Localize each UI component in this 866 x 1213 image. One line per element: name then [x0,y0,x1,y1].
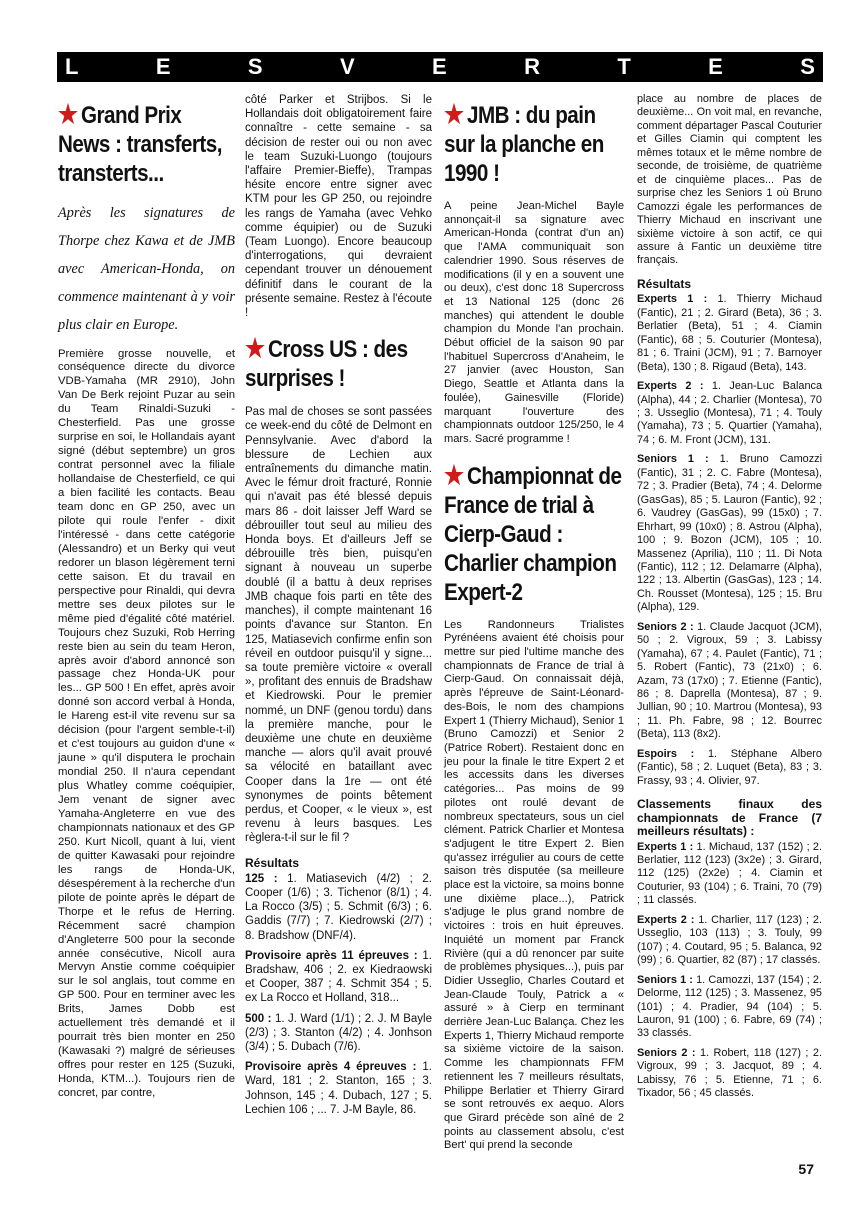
results-block [637,278,822,1101]
star-icon: ★ [444,99,464,129]
result-label: Seniors 1 : [637,973,693,986]
result-entry [637,748,822,788]
result-text: 1. Matiasevich (4/2) ; 2. Cooper (1/6) ; 3. Tichenor (8/1) ; 4. La Rocco (3/5) ; 5. Schmit (6/3) ; 6. Gaddis (7/7) ; 7. Kiedrowski (2/7) ; 8. Bradshow (DNF/4). [245,872,432,942]
result-label: 125 : [245,872,278,885]
result-text: 1. Bruno Camozzi (Fantic), 31 ; 2. C. Fabre (Montesa), 72 ; 3. Pradier (Beta), 74 ; 4. Delorme (GasGas), 85 ; 5. Lauron (Fantic), 92 ; 6. Vaudrey (GasGas), 99 (15x0) ; 7. Ehrhart, 99 (10x0) ; 8. Astrou (Alpha), 100 ; 9. Bozon (JCM), 105 ; 10. Massenez (Aprilia), 110 ; 11. Di Nota (Fantic), 112 ; 12. Delamarre (Alpha), 122 ; 13. Albertin (GasGas), 123 ; 14. Ch. Rousset (Montesa), 125 ; 15. Bru (Alpha), 129. [637,453,823,614]
result-entry [637,914,822,968]
results-title: Résultats [637,276,692,291]
result-label: Provisoire après 11 épreuves : [245,949,418,962]
result-label: Experts 1 : [637,293,708,306]
result-entry [637,974,822,1041]
banner-letter: L [65,54,79,79]
star-icon: ★ [444,459,464,490]
result-label: Seniors 1 : [637,453,709,466]
article-headline [245,334,432,393]
article-headline [444,100,624,188]
result-text: 1. Ward, 181 ; 2. Stanton, 165 ; 3. Johnson, 145 ; 4. Dubach, 127 ; 5. Lechien 106 ; ... 7. J-M Bayle, 86. [245,1061,432,1116]
banner-letter: S [800,54,815,79]
banner-letter: T [617,54,631,79]
headline-text: Championnat de France de trial à Cierp-Gaud : Charlier champion Expert-2 [444,462,622,606]
headline-text: JMB : du pain sur la planche en 1990 ! [444,102,604,187]
result-entry [637,293,822,374]
final-standings-title: Classements finaux des championnats de France (7 meilleurs résultats) : [637,797,822,839]
page-number: 57 [798,1161,814,1177]
headline-text: Cross US : des surprises ! [245,336,408,393]
article-body: A peine Jean-Michel Bayle annonçait-il sa signature avec American-Honda (contrat d'un an) que l'AMA communiquait son calendrier 1990. Sous réserves de modifications (il y en a souvent une ou deux), c'est donc 18 Supercross et 13 National 125 (donc 26 manches) qui attendent le double champion du Monde l'an prochain. Début officiel de la saison 90 par l'habituel Supercross d'Anaheim, le 27 janvier (avec Houston, San Diego, Seattle et Atlanta dans la foulée), Gainesville (Floride) marquant l'ouverture des championnats outdoor 125/250, le 4 mars. Sacré programme ! [444,200,624,445]
banner-letter: R [524,54,540,79]
result-label: 500 : [245,1012,272,1025]
column-1 [58,100,235,1101]
result-label: Seniors 2 : [637,620,694,633]
column-4 [637,93,822,1107]
result-text: 1. Jean-Luc Balanca (Alpha), 44 ; 2. Charlier (Montesa), 70 ; 3. Usseglio (Montesa), 71 ; 4. Touly (Yamaha), 73 ; 5. Quartier (Yamaha), 74 ; 6. M. Front (JCM), 131. [637,380,823,446]
result-entry [637,380,822,447]
result-entry [637,841,822,908]
article-intro: Après les signatures de Thorpe chez Kawa et de JMB avec American-Honda, on commence maintenant à y voir plus clair en Europe. [58,205,235,333]
result-text: 1. Camozzi, 137 (154) ; 2. Delorme, 112 (125) ; 3. Massenez, 95 (101) ; 4. Pradier, 94 (104) ; 5. Lauron, 91 (100) ; 6. Fabre, 69 (74) ; 33 classés. [637,973,823,1040]
result-text: 1. Thierry Michaud (Fantic), 21 ; 2. Girard (Beta), 36 ; 3. Berlatier (Beta), 51 ; 4. Ciamin (Fantic), 68 ; 5. Couturier (Montesa), 81 ; 6. Traini (JCM), 91 ; 7. Barnoyer (Beta), 130 ; 8. Rigaud (Beta), 143. [637,293,822,373]
result-text: 1. Michaud, 137 (152) ; 2. Berlatier, 112 (123) (3x2e) ; 3. Girard, 112 (125) (2x2e) ; 4. Ciamin et Couturier, 93 (104) ; 6. Traini, 70 (79) ; 11 classés. [637,840,823,907]
result-label: Espoirs : [637,747,695,760]
result-entry [245,1060,432,1117]
article-body-continued: place au nombre de places de deuxième... On voit mal, en revanche, comment départager Pascal Couturier et Gilles Ciamin qui comptent les mêmes totaux et le même nombre de seconde, de troisième, de quatrième et de cinquième places... Pas de surprise chez les Seniors 1 où Bruno Camozzi égale les performances de Thierry Michaud en inscrivant une sixième victoire à son actif, ce qui assure à Fantic un deuxième titre français. [637,93,822,267]
section-banner [57,52,823,82]
result-label: Provisoire après 4 épreuves : [245,1061,417,1074]
result-text: 1. Robert, 118 (127) ; 2. Vigroux, 99 ; 3. Jacquot, 89 ; 4. Labissy, 76 ; 5. Etienne, 71 ; 6. Tixador, 56 ; 45 classés. [637,1046,822,1100]
headline-text: Grand Prix News : transferts, transterts... [58,102,222,187]
banner-letter: E [432,54,447,79]
result-entry [637,453,822,614]
article-body-continued: côté Parker et Strijbos. Si le Hollandais doit obligatoirement faire connaître - cette semaine - sa décision de rester oui ou non avec le team Suzuki-Luongo (toujours l'affaire Premier-Bieffe), Trampas hésite encore entre signer avec KTM pour les GP 250, ou rejoindre les rangs de Yamaha (avec Vehko comme équipier) ou de Suzuki (Team Luongo). Encore beaucoup d'interrogations, qui devraient cependant trouver un dénouement définitif dans le courant de la présente semaine. Restez à l'écoute ! [245,94,432,320]
result-label: Seniors 2 : [637,1046,696,1059]
column-2 [245,93,432,1123]
banner-letter: V [339,54,355,79]
article-body: Les Randonneurs Trialistes Pyrénéens avaient été choisis pour mettre sur pied l'ultime manche des championnats de France de trial à Cierp-Gaud. On connaissait déjà, après l'épreuve de Saint-Léonard-des-Bois, le nom des champions Expert 1 (Thierry Michaud), Senior 1 (Bruno Camozzi) et Senior 2 (Patrice Robert). Restaient donc en jeu pour la finale le titre Expert 2 et les accessits dans les diverses catégories... Pas moins de 99 pilotes ont roulé devant de nombreux spectateurs, sous un ciel clément. Patrick Charlier et Montesa s'adjugent le titre Expert 2. Bien qu'assez irrégulier au cours de cette saison très disputée (sa meilleure place est la victoire, sa moins bonne une dixième place...), Patrick s'adjuge le plus grand nombre de victoires : trois en huit épreuves. Inquiété un moment par Franck Rivière (qui a dû renoncer par suite de problèmes physiques...), puis par Didier Usseglio, Charles Coutard et Jean-Claude Touly, Patrick a « assuré » à Cierp en terminant derrière Jean-Luc Balança. Chez les Experts 1, Thierry Michaud remporte sa sixième victoire de la saison. Comme les championnats FFM retiennent les 7 meilleurs résultats, Philippe Berlatier et Thierry Girard se sont retrouvés ex aequo. Alors que Girard précède son aîné de 2 points au classement absolu, c'est Bert' qui prend la seconde [444,618,624,1152]
result-entry [637,1047,822,1101]
result-label: Experts 2 : [637,913,695,926]
banner-letter: S [247,54,263,79]
result-text: 1. Claude Jacquot (JCM), 50 ; 2. Vigroux, 59 ; 3. Labissy (Yamaha), 67 ; 4. Paulet (Fantic), 71 ; 5. Robert (Fantic), 73 (21x0) ; 6. Azam, 73 (17x0) ; 7. Etienne (Fantic), 86 ; 8. Daprella (Montesa), 87 ; 9. Jullian, 90 ; 10. Martrou (Montesa), 93 ; 11. Ph. Fabre, 98 ; 12. Bourrec (Beta), 113 (8x2). [637,620,823,741]
star-icon: ★ [58,99,78,129]
result-entry [637,621,822,742]
results-title: Résultats [245,855,300,870]
result-text: 1. J. Ward (1/1) ; 2. J. M Bayle (2/3) ; 3. Stanton (4/2) ; 4. Jonhson (3/4) ; 5. Dubach (7/6). [245,1012,432,1053]
result-label: Experts 2 : [637,380,704,393]
results-block [245,856,432,1117]
star-icon: ★ [245,333,265,364]
result-entry [245,872,432,943]
banner-letter: E [708,54,723,79]
result-entry [245,1012,432,1055]
column-3 [444,100,624,1153]
article-headline [58,100,235,188]
result-text: 1. Stéphane Albero (Fantic), 58 ; 2. Luquet (Beta), 83 ; 3. Frassy, 93 ; 4. Olivier, 97. [637,747,822,787]
result-label: Experts 1 : [637,840,694,853]
article-body: Pas mal de choses se sont passées ce week-end du côté de Delmont en Pennsylvanie. Avec d'abord la blessure de Lechien aux entraînements du dimanche matin. Avec le fémur droit fracturé, Ronnie qui n'avait pas été blessé depuis mars 86 - doit laisser Jeff Ward se débrouiller tout seul au milieu des Honda boys. Et d'ailleurs Jeff se débrouille très bien, puisqu'en signant à nouveau un superbe doublé (il a battu à deux reprises JMB chaque fois parti en tête des manches), il compte maintenant 16 points d'avance sur Stanton. En 125, Matiasevich confirme enfin son réveil en outdoor puisqu'il y signe... sa toute première victoire « overall », profitant des ennuis de Bradshaw et Kiedrowski. Pour le premier nommé, un DNF (genou tordu) dans la première manche, pour le deuxième une chute en deuxième manche — alors qu'il avait prouvé sa vélocité en bataillant avec Cooper dans la 1re — ont été synonymes de points bêtement perdus, et Cooper, « le vieux », est revenu à leurs basques. Les règlera-t-il sur le fil ? [245,406,432,845]
result-text: 1. Charlier, 117 (123) ; 2. Usseglio, 103 (113) ; 3. Touly, 99 (107) ; 4. Coutard, 95 ; 5. Balanca, 92 (99) ; 6. Quartier, 82 (87) ; 17 classés. [637,913,822,967]
article-body: Première grosse nouvelle, et conséquence directe du divorce VDB-Yamaha (MR 2910), John Van De Berk rejoint Puzar au sein du Team Rinaldi-Suzuki - Chesterfield. Pas une grosse surprise en soi, le Hollandais ayant signé (début septembre) un gros contrat personnel avec la filiale hollandaise de Chesterfield, ce qui a bien facilité les contacts. Beau team donc en GP 250, avec un pilote qui roule l'enfer - dixit l'intéressé - dans cette catégorie (Alessandro) et un Berky qui veut redorer un blason légèrement terni cette saison. Et du travail en perspective pour Rinaldi, qui devra mettre ses deux pilotes sur le même pied d'égalité côté matériel. Toujours chez Suzuki, Rob Herring reste bien au sein du team Heron, après avoir d'abord annoncé son passage chez Honda-UK pour les... GP 500 ! En effet, après avoir donné son accord verbal à Honda, le Hareng est-il vite revenu sur sa décision (pour l'argent semble-t-il) et c'est toujours au guidon d'une « jaune » qu'il disputera le prochain mondial 250. Il n'aura cependant plus Whatley comme coéquipier, Jem venant de signer avec Yamaha-Angleterre en vue des championnats nationaux et des GP 250. Kurt Nicoll, quant à lui, vient de quitter Kawasaki pour rejoindre les rangs de Honda-UK, désespérement à la recherche d'un pilote de pointe après le départ de Thorpe et le refus de Herring. Récemment sacré champion d'Angleterre 500 pour la seconde année consécutive, Nicoll aura Mervyn Anstie comme coéquipier sur le sol anglais, tout comme en GP 500. Pour en terminer avec les Brits, James Dobb est actuellement très demandé et il pourrait très bien monter en 250 (Kawasaki ?) malgré de sérieuses offres pour rester en 125 (Suzuki, Honda, KTM...). Toujours rien de concret, par contre, [58,347,235,1100]
banner-letter: E [155,54,171,79]
result-text: 1. Bradshaw, 406 ; 2. ex Kiedraowski et Cooper, 387 ; 4. Schmit 354 ; 5. ex La Rocco et Holland, 318... [245,949,432,1005]
result-entry [245,949,432,1006]
article-headline [444,461,624,607]
